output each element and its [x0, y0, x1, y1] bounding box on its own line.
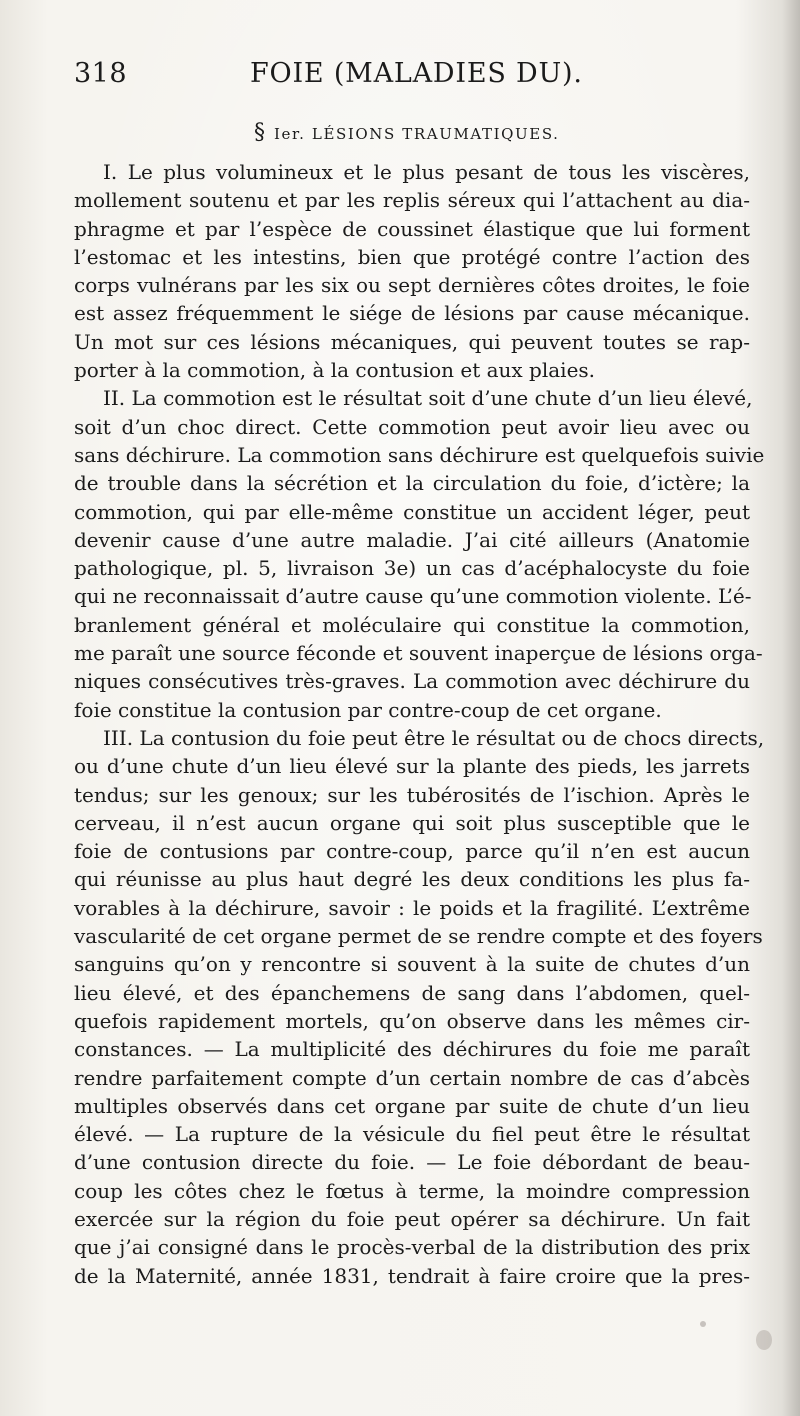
text-line: foie de contusions par contre-coup, parce qu’il n’en est aucun — [74, 839, 750, 864]
text-line: corps vulnérans par les six ou sept dernières côtes droites, le foie — [74, 273, 750, 298]
ink-speck — [700, 1321, 706, 1327]
text-line: sans déchirure. La commotion sans déchirure est quelquefois suivie — [74, 442, 765, 467]
text-line: porter à la commotion, à la contusion et aux plaies. — [74, 358, 596, 383]
text-line: foie constitue la contusion par contre-coup de cet organe. — [74, 697, 662, 722]
running-head: FOIE (MALADIES DU). — [250, 58, 583, 89]
text-line: commotion, qui par elle-même constitue un accident léger, peut — [74, 499, 750, 524]
text-line: que j’ai consigné dans le procès-verbal de la distribution des prix — [74, 1235, 750, 1260]
text-line: Un mot sur ces lésions mécaniques, qui peuvent toutes se rap- — [74, 329, 750, 354]
text-line: de trouble dans la sécrétion et la circulation du foie, d’ictère; la — [74, 471, 750, 496]
text-line: tendus; sur les genoux; sur les tubérosités de l’ischion. Après le — [74, 782, 750, 807]
section-symbol: § — [254, 120, 267, 145]
text-line: vorables à la déchirure, savoir : le poids et la fragilité. L’extrême — [74, 895, 750, 920]
text-line: rendre parfaitement compte d’un certain nombre de cas d’abcès — [74, 1065, 750, 1090]
text-line: cerveau, il n’est aucun organe qui soit plus susceptible que le — [74, 810, 750, 835]
text-line: niques consécutives très-graves. La commotion avec déchirure du — [74, 669, 750, 694]
text-line: ou d’une chute d’un lieu élevé sur la plante des pieds, les jarrets — [74, 754, 750, 779]
text-line: constances. — La multiplicité des déchirures du foie me paraît — [74, 1037, 750, 1062]
page-edge-shadow — [782, 0, 800, 1416]
text-line: l’estomac et les intestins, bien que protégé contre l’action des — [74, 244, 750, 269]
text-line: élevé. — La rupture de la vésicule du fiel peut être le résultat — [74, 1122, 750, 1147]
text-line: devenir cause d’une autre maladie. J’ai cité ailleurs (Anatomie — [74, 527, 750, 552]
text-line: II. La commotion est le résultat soit d’une chute d’un lieu élevé, — [103, 386, 753, 411]
text-line: III. La contusion du foie peut être le résultat ou de chocs directs, — [103, 725, 765, 750]
text-line: soit d’un choc direct. Cette commotion peut avoir lieu avec ou — [74, 414, 750, 439]
section-title: Ier. LÉSIONS TRAUMATIQUES. — [274, 125, 560, 143]
text-line: I. Le plus volumineux et le plus pesant de tous les viscères, — [103, 160, 750, 184]
text-line: branlement général et moléculaire qui constitue la commotion, — [74, 612, 750, 637]
page-number: 318 — [74, 58, 128, 89]
text-line: phragme et par l’espèce de coussinet élastique que lui forment — [74, 216, 750, 241]
body-text — [74, 158, 765, 1290]
text-line: qui réunisse au plus haut degré les deux conditions les plus fa- — [74, 867, 750, 892]
text-line: est assez fréquemment le siége de lésions par cause mécanique. — [74, 301, 750, 326]
text-line: quefois rapidement mortels, qu’on observe dans les mêmes cir- — [74, 1008, 750, 1033]
text-line: sanguins qu’on y rencontre si souvent à la suite de chutes d’un — [74, 952, 750, 977]
page-header — [74, 58, 750, 98]
text-line: mollement soutenu et par les replis séreux qui l’attachent au dia- — [74, 188, 750, 213]
section-heading — [254, 120, 560, 145]
text-line: pathologique, pl. 5, livraison 3e) un cas d’acéphalocyste du foie — [74, 556, 750, 581]
text-line: me paraît une source féconde et souvent inaperçue de lésions orga- — [74, 641, 763, 666]
text-line: d’une contusion directe du foie. — Le foie débordant de beau- — [74, 1150, 750, 1175]
text-line: vascularité de cet organe permet de se rendre compte et des foyers — [74, 924, 763, 949]
paper-stain — [756, 1330, 772, 1350]
text-line: lieu élevé, et des épanchemens de sang dans l’abdomen, quel- — [74, 980, 750, 1005]
text-line: exercée sur la région du foie peut opérer sa déchirure. Un fait — [74, 1206, 750, 1231]
text-line: de la Maternité, année 1831, tendrait à faire croire que la pres- — [74, 1263, 750, 1288]
text-line: multiples observés dans cet organe par suite de chute d’un lieu — [74, 1093, 750, 1118]
text-line: qui ne reconnaissait d’autre cause qu’une commotion violente. L’é- — [74, 584, 752, 609]
text-line: coup les côtes chez le fœtus à terme, la moindre compression — [74, 1178, 750, 1203]
